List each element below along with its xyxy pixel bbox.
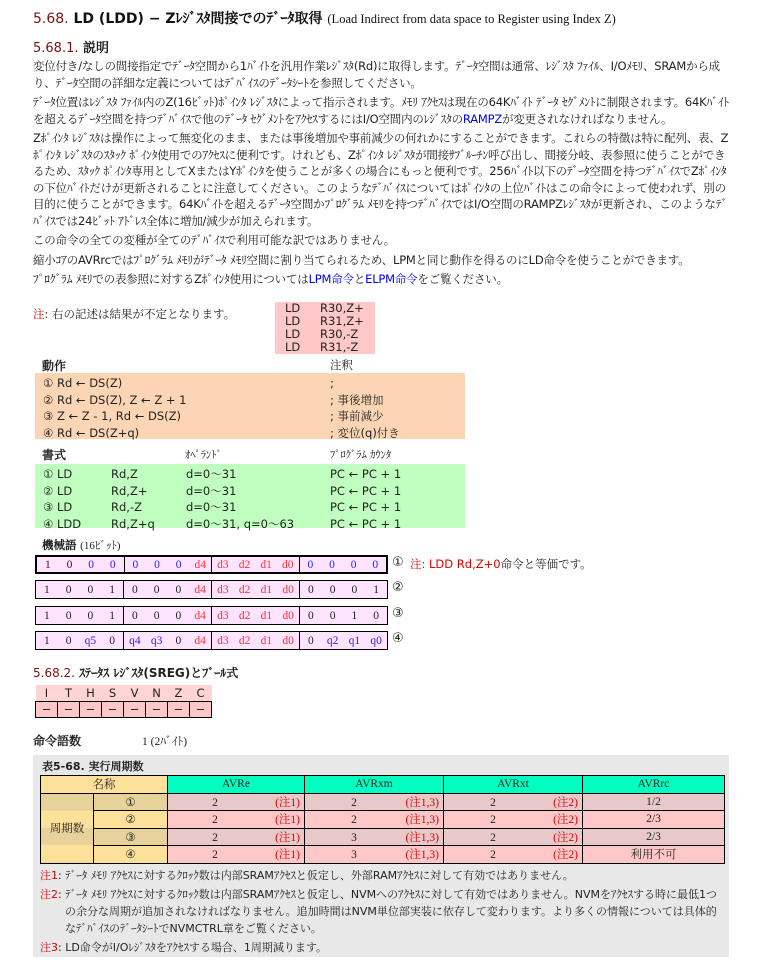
opcode-bit: 0 [350, 558, 357, 571]
notes [40, 867, 720, 958]
opcode-bit: d3 [217, 558, 229, 571]
sreg-value: − [102, 701, 124, 717]
cycle-cell: 2 (注1) [168, 846, 305, 864]
cycle-cell: 3 (注1,3) [305, 846, 444, 864]
opcode-bit: q0 [370, 634, 382, 647]
cycles-table [40, 775, 725, 864]
comment-label: 注釈 [330, 358, 353, 372]
opcode-nibble [212, 557, 300, 572]
operands: R31,Z+ [320, 314, 364, 328]
operation-box [35, 373, 465, 439]
opcode-bit: d4 [194, 583, 206, 596]
opcode-bit: 0 [66, 558, 73, 571]
opcode-bit: 0 [307, 558, 314, 571]
sreg-flag: H [80, 685, 102, 701]
cycle-cell: 2 (注1,3) [305, 793, 444, 811]
cycles-row [41, 811, 725, 829]
mnemonic: LD [285, 340, 301, 354]
opcode-nibble [212, 607, 300, 624]
opcode-bit: d0 [282, 609, 294, 622]
operation-comment: ; [330, 376, 334, 390]
cycle-cell: 2 (注2) [444, 828, 583, 846]
sreg-flag: I [36, 685, 58, 701]
sreg-flag: V [124, 685, 146, 701]
elpm-link[interactable]: ELPM命令 [365, 272, 418, 286]
row-mark: ② [94, 811, 168, 829]
opcode-bit: 0 [154, 558, 160, 571]
sreg-value: − [58, 701, 80, 717]
opcode-bit: 0 [329, 558, 335, 571]
syntax-mnemonic: ④ LDD [43, 516, 82, 531]
cycle-cell: 2 (注1,3) [305, 811, 444, 829]
cycle-cell: 2 (注1) [168, 811, 305, 829]
opcode-bit: d0 [282, 634, 294, 647]
opcode-bit: 0 [308, 609, 314, 622]
ld-form [285, 341, 365, 354]
opcode-bit: d2 [238, 558, 251, 571]
operation-label: 動作 [42, 359, 67, 373]
opcode-bit: q1 [348, 634, 361, 647]
sreg-flag: S [102, 685, 124, 701]
sreg-value: − [190, 701, 212, 717]
opcode-bit: 0 [87, 609, 94, 622]
row-mark: ④ [94, 846, 168, 864]
syntax-operands: Rd,Z [111, 467, 138, 481]
opcode-nibble [300, 632, 387, 649]
sreg-value: − [80, 701, 102, 717]
opcode-bit: d1 [260, 558, 272, 571]
sreg-table [35, 685, 212, 718]
cycles-row [41, 828, 725, 846]
table-note: 注1: ﾃﾞｰﾀ ﾒﾓﾘ ｱｸｾｽに対するｸﾛｯｸ数は内部SRAMｱｸｾｽと仮定し、外部RAMｱｸｾｽに対して有効ではありません。 [40, 869, 574, 882]
opcode-mark: ④ [392, 631, 404, 646]
opcode-bit: 1 [44, 558, 51, 571]
opcode-bit: d1 [260, 634, 273, 647]
sreg-value: − [124, 701, 146, 717]
syntax-range: d=0～31 [186, 483, 237, 498]
opcode-bit: 0 [153, 583, 160, 596]
opcode-bit: 0 [132, 558, 139, 571]
syntax-box [35, 464, 465, 531]
opcode-bit: 1 [351, 609, 358, 622]
opcode-nibble [124, 632, 212, 649]
syntax-row [43, 466, 457, 483]
opcode-nibble [36, 607, 124, 624]
cycle-cell: 3 (注1,3) [305, 828, 444, 846]
note-label: 注 [410, 557, 422, 571]
cycle-cell: 利用不可 [583, 846, 725, 864]
sreg-flag: C [190, 685, 212, 701]
words-label: 命令語数 [33, 734, 82, 748]
opcode-bit: 0 [175, 609, 182, 622]
paragraph-5: 縮小ｺｱのAVRrcではﾌﾟﾛｸﾞﾗﾑ ﾒﾓﾘがﾃﾞｰﾀ ﾒﾓﾘ空間に割り当てられるため、LPMと同じ動作を得るのにLD命令を使うことができます。 [33, 252, 690, 267]
cycles-row [41, 793, 725, 811]
syntax-operands: Rd,Z+q [111, 516, 155, 531]
opcode-bit: q2 [326, 634, 339, 647]
opcode-nibble [300, 607, 387, 624]
opcode-bit: q3 [150, 634, 163, 647]
opcode-nibble [37, 557, 125, 572]
opcode-bit: d3 [217, 634, 229, 647]
opcode-bit: 0 [329, 583, 336, 596]
row-mark: ③ [94, 828, 168, 846]
syntax-row [43, 499, 457, 516]
opcode-bit: d2 [238, 583, 251, 596]
group-label: 周期数 [41, 793, 94, 863]
opcode-bit: d2 [238, 634, 251, 647]
operation-comment: ; 変位(q)付き [330, 425, 400, 440]
operation-row [43, 375, 457, 392]
opcode-bit: 0 [109, 634, 115, 647]
row-mark: ① [94, 793, 168, 811]
opcode-bit: 0 [88, 558, 94, 571]
opcode-bit: 0 [373, 609, 379, 622]
device-header: AVRrc [583, 776, 725, 794]
opcode-bit: 0 [351, 583, 358, 596]
opcode-bit: d1 [260, 583, 273, 596]
opcode-bit: 0 [175, 634, 182, 647]
opcode-bit: d2 [238, 609, 251, 622]
opcode-bit: 0 [65, 583, 72, 596]
opcode-bit: 1 [44, 583, 50, 596]
table-note: 注2: ﾃﾞｰﾀ ﾒﾓﾘ ｱｸｾｽに対するｸﾛｯｸ数は内部SRAMｱｸｾｽと仮定し、NVMへのｱｸｾｽに対して有効ではありません。NVMをｱｸｾｽする時に最低1つの余分な周期が追加されなければなりません。追加時間はNVM単位部実装に依存して変わります。より多くの情報については具体的なﾃﾞﾊﾞｲｽのﾃﾞｰﾀｼｰﾄでNVMCTRL章をご覧ください。 [40, 888, 718, 935]
description-heading: 5.68.1. 説明 [33, 41, 110, 56]
section-title: 5.68. LD (LDD) − Zﾚｼﾞｽﾀ間接でのﾃﾞｰﾀ取得 (Load Indirect from data space to Register using Index Z) [33, 11, 616, 27]
operation-text: ① Rd ← DS(Z) [43, 376, 123, 390]
operation-text: ③ Z ← Z - 1, Rd ← DS(Z) [43, 409, 181, 423]
paragraph-2: ﾃﾞｰﾀ位置はﾚｼﾞｽﾀ ﾌｧｲﾙ内のZ(16ﾋﾞｯﾄ)ﾎﾟｲﾝﾀ ﾚｼﾞｽﾀによって指示されます。ﾒﾓﾘ ｱｸｾｽは現在の64Kﾊﾞｲﾄ ﾃﾞｰﾀ ｾｸﾞﾒﾝﾄに制限されます。64Kﾊﾞｲﾄを超えるﾃﾞｰﾀ空間を持つﾃﾞﾊﾞｲｽで他のﾃﾞｰﾀ ｾｸﾞﾒﾝﾄをｱｸｾｽするにはI/O空間内のﾚｼﾞｽﾀのRAMPZが変更されなければなりません。 [33, 95, 729, 126]
sreg-flag: T [58, 685, 80, 701]
sreg-value: − [146, 701, 168, 717]
opcode-bit: 0 [65, 609, 72, 622]
opcode-bit: 0 [329, 609, 336, 622]
opcode-mark: ① [392, 555, 404, 570]
opcode-nibble [124, 607, 212, 624]
cycle-cell: 2/3 [583, 828, 725, 846]
syntax-operands: Rd,-Z [111, 500, 142, 514]
opcode-bit: 1 [44, 634, 50, 647]
operation-comment: ; 事後増加 [330, 392, 384, 407]
opcode-nibble [124, 581, 212, 598]
cycles-row [41, 846, 725, 864]
operation-row [43, 425, 457, 442]
opcode-bit: d4 [194, 609, 206, 622]
opcode-row [35, 555, 388, 574]
syntax-row [43, 516, 457, 533]
note-text: 命令と等価です。 [500, 557, 592, 571]
cycle-cell: 2 (注1) [168, 793, 305, 811]
opcode-bit: 1 [109, 583, 115, 596]
operation-row [43, 392, 457, 409]
name-header: 名称 [41, 776, 168, 794]
operation-text: ④ Rd ← DS(Z+q) [43, 425, 140, 440]
undefined-note: 注: 右の記述は結果が不定となります。 [33, 307, 236, 321]
opcode-bit: 1 [373, 583, 379, 596]
operation-row [43, 408, 457, 425]
pc-label: ﾌﾟﾛｸﾞﾗﾑ ｶｳﾝﾀ [330, 449, 392, 461]
syntax-mnemonic: ① LD [43, 467, 73, 481]
opcode-bit: 0 [109, 558, 116, 571]
syntax-pc: PC ← PC + 1 [330, 467, 402, 481]
device-header: AVRxm [305, 776, 444, 794]
cycle-cell: 2/3 [583, 811, 725, 829]
paragraph-1: 変位付き/なしの間接指定でﾃﾞｰﾀ空間から1ﾊﾞｲﾄを汎用作業ﾚｼﾞｽﾀ(Rd)に取得します。ﾃﾞｰﾀ空間は通常、ﾚｼﾞｽﾀ ﾌｧｲﾙ、I/Oﾒﾓﾘ、SRAMから成り、ﾃﾞｰﾀ空間の詳細な定義についてはﾃﾞﾊﾞｲｽのﾃﾞｰﾀｼｰﾄを参照してください。 [33, 59, 720, 90]
mnemonic: LD [285, 314, 301, 328]
sreg-flag: N [146, 685, 168, 701]
opcode-row [35, 631, 388, 650]
opcode-bit: q4 [129, 634, 141, 647]
opcode-bit: 1 [109, 609, 115, 622]
syntax-range: d=0～31 [186, 467, 237, 481]
opcode-bit: 0 [87, 583, 94, 596]
sreg-flag: Z [168, 685, 190, 701]
opcode-mark: ③ [392, 606, 404, 621]
opcode-bit: 0 [308, 583, 314, 596]
device-header: AVRxt [444, 776, 583, 794]
words-value: 1 (2ﾊﾞｲﾄ) [142, 736, 188, 748]
operands: R30,-Z [320, 327, 359, 341]
note-ref: : LDD Rd,Z+0 [421, 557, 501, 571]
opcode-bit: 0 [175, 558, 182, 571]
opcode-bit: d4 [194, 558, 206, 571]
mnemonic: LD [285, 327, 301, 341]
opcode-nibble [36, 581, 124, 598]
operand-label: ｵﾍﾟﾗﾝﾄﾞ [185, 449, 222, 461]
sreg-value: − [168, 701, 190, 717]
opcode-nibble [212, 581, 300, 598]
opcode-bit: d3 [217, 583, 229, 596]
operands: R30,Z+ [320, 301, 364, 315]
opcode-bit: q5 [84, 634, 97, 647]
opcode-bit: 0 [132, 609, 138, 622]
sreg-heading: 5.68.2. ｽﾃｰﾀｽ ﾚｼﾞｽﾀ(SREG)とﾌﾞｰﾙ式 [33, 666, 239, 680]
opcode-nibble [212, 632, 300, 649]
opcode-nibble [300, 581, 387, 598]
paragraph-3: Zﾎﾟｲﾝﾀ ﾚｼﾞｽﾀは操作によって無変化のまま、または事後増加や事前減少の何れかにすることができます。これらの特徴は特に配列、表、Zﾎﾟｲﾝﾀ ﾚｼﾞｽﾀのｽﾀｯｸ ﾎﾟｲﾝﾀ使用でのｱｸｾｽに便利です。けれども、Zﾎﾟｲﾝﾀ ﾚｼﾞｽﾀが間接ｻﾌﾞﾙｰﾁﾝ呼び出し、間接分岐、表参照に使うことができるため、ｽﾀｯｸ ﾎﾟｲﾝﾀ専用としてXまたはYﾎﾟｲﾝﾀを使うことが多くの場合にもっと便利です。256ﾊﾞｲﾄ以下のﾃﾞｰﾀ空間を持つﾃﾞﾊﾞｲｽでZﾎﾟｲﾝﾀの下位ﾊﾞｲﾄだけが更新されることに注意してください。このようなﾃﾞﾊﾞｲｽについてはﾎﾟｲﾝﾀの上位ﾊﾞｲﾄはこの命令によって使われず、別の目的に使うことができます。64Kﾊﾞｲﾄを超えるﾃﾞｰﾀ空間かﾌﾟﾛｸﾞﾗﾑ ﾒﾓﾘを持つﾃﾞﾊﾞｲｽではI/O空間のRAMPZﾚｼﾞｽﾀが更新され、このようなﾃﾞﾊﾞｲｽでは24ﾋﾞｯﾄ ｱﾄﾞﾚｽ全体に増加/減少が加えられます。 [33, 131, 729, 228]
opcode-mark: ② [392, 580, 404, 595]
opcode-bit: d4 [194, 634, 206, 647]
opcode-row [35, 606, 388, 625]
opcode-bit: 0 [132, 583, 138, 596]
sreg-value: − [36, 701, 58, 717]
syntax-label: 書式 [42, 448, 67, 462]
opcode-row [35, 580, 388, 599]
opcode-bit: 0 [153, 609, 160, 622]
syntax-range: d=0～31 [186, 500, 237, 514]
syntax-mnemonic: ③ LD [43, 500, 73, 514]
syntax-mnemonic: ② LD [43, 483, 73, 498]
opcode-bit: d0 [281, 558, 294, 571]
paragraph-4: この命令の全ての変種が全てのﾃﾞﾊﾞｲｽで利用可能な訳ではありません。 [33, 233, 396, 247]
description-body [33, 58, 735, 291]
cycle-cell: 2 (注2) [444, 793, 583, 811]
opcode-bit: 0 [175, 583, 182, 596]
syntax-operands: Rd,Z+ [111, 483, 148, 498]
syntax-pc: PC ← PC + 1 [330, 500, 402, 514]
table-note: 注3: LD命令がI/Oﾚｼﾞｽﾀをｱｸｾｽする場合、1周期減ります。 [40, 941, 328, 954]
operands: R31,-Z [320, 340, 359, 354]
cycle-cell: 2 (注2) [444, 846, 583, 864]
lpm-link[interactable]: LPM命令 [308, 272, 354, 286]
cycle-cell: 2 (注1) [168, 828, 305, 846]
paragraph-6: ﾌﾟﾛｸﾞﾗﾑ ﾒﾓﾘでの表参照に対するZﾎﾟｲﾝﾀ使用についてはLPM命令とELPM命令をご覧ください。 [33, 272, 508, 286]
opcode-bit: d1 [260, 609, 273, 622]
opcode-bit: d3 [217, 609, 229, 622]
opcode-nibble [125, 557, 213, 572]
syntax-pc: PC ← PC + 1 [330, 483, 402, 498]
opcode-nibble [36, 632, 124, 649]
cycle-cell: 2 (注2) [444, 811, 583, 829]
operation-comment: ; 事前減少 [330, 409, 384, 423]
syntax-range: d=0～31, q=0～63 [186, 516, 295, 531]
opcode-bit: d0 [282, 583, 294, 596]
syntax-row [43, 483, 457, 500]
opcode-bit: 1 [44, 609, 50, 622]
cycle-cell: 1/2 [583, 793, 725, 811]
opcode-bit: 0 [65, 634, 72, 647]
opcode-label: 機械語 (16ﾋﾞｯﾄ) [42, 538, 121, 552]
mnemonic: LD [285, 301, 301, 315]
cycles-caption: 表5-68. 実行周期数 [42, 760, 144, 773]
syntax-pc: PC ← PC + 1 [330, 516, 402, 531]
opcode-bit: 0 [372, 558, 379, 571]
rampz-link[interactable]: RAMPZ [462, 111, 503, 126]
opcode-nibble [300, 557, 387, 572]
operation-text: ② Rd ← DS(Z), Z ← Z + 1 [43, 392, 187, 407]
device-header: AVRe [168, 776, 305, 794]
opcode-bit: 0 [308, 634, 314, 647]
undefined-forms-box [275, 302, 375, 354]
